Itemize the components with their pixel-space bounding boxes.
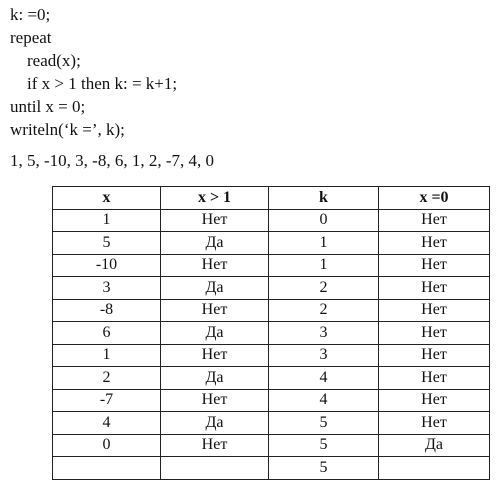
cell-x-eq-0: Нет (379, 389, 490, 412)
cell-k: 2 (269, 277, 379, 300)
code-line-repeat: repeat (10, 28, 52, 47)
table-row (53, 389, 490, 412)
header-k: k (269, 187, 379, 210)
cell-k: 3 (269, 344, 379, 367)
table-row (53, 434, 490, 457)
cell-k: 4 (269, 367, 379, 390)
table-row (53, 412, 490, 435)
cell-x: 1 (53, 344, 161, 367)
code-listing (10, 3, 177, 141)
input-sequence: 1, 5, -10, 3, -8, 6, 1, 2, -7, 4, 0 (10, 151, 214, 170)
cell-x-eq-0: Нет (379, 209, 490, 232)
cell-x: 5 (53, 232, 161, 255)
cell-x-gt-1: Нет (161, 434, 269, 457)
cell-k: 5 (269, 457, 379, 480)
cell-x-eq-0: Нет (379, 277, 490, 300)
trace-table (52, 186, 490, 480)
cell-x-gt-1: Да (161, 277, 269, 300)
cell-x (53, 457, 161, 480)
code-line-init: k: =0; (10, 5, 51, 24)
cell-x-eq-0: Нет (379, 344, 490, 367)
cell-x-eq-0: Нет (379, 254, 490, 277)
cell-x: 3 (53, 277, 161, 300)
cell-x-gt-1: Нет (161, 344, 269, 367)
cell-x-eq-0: Нет (379, 367, 490, 390)
table-row (53, 209, 490, 232)
cell-x-gt-1: Да (161, 367, 269, 390)
table-row (53, 299, 490, 322)
cell-x-eq-0: Нет (379, 299, 490, 322)
cell-x: 4 (53, 412, 161, 435)
cell-x: 1 (53, 209, 161, 232)
cell-x-gt-1: Да (161, 322, 269, 345)
cell-k: 1 (269, 254, 379, 277)
cell-x-gt-1: Нет (161, 209, 269, 232)
cell-x: -8 (53, 299, 161, 322)
table-row (53, 232, 490, 255)
cell-x-gt-1: Да (161, 412, 269, 435)
cell-x-gt-1: Да (161, 232, 269, 255)
cell-k: 0 (269, 209, 379, 232)
cell-x-gt-1: Нет (161, 389, 269, 412)
cell-x-gt-1: Нет (161, 254, 269, 277)
table-header-row (53, 187, 490, 210)
code-line-read: read(x); (27, 51, 81, 70)
table-row (53, 457, 490, 480)
cell-x-gt-1: Нет (161, 299, 269, 322)
cell-x: -7 (53, 389, 161, 412)
table-row (53, 254, 490, 277)
cell-k: 2 (269, 299, 379, 322)
cell-x-eq-0: Нет (379, 322, 490, 345)
cell-x: 6 (53, 322, 161, 345)
cell-x: 0 (53, 434, 161, 457)
cell-k: 4 (269, 389, 379, 412)
table-row (53, 367, 490, 390)
cell-x-eq-0 (379, 457, 490, 480)
code-line-if: if x > 1 then k: = k+1; (27, 74, 178, 93)
table-row (53, 277, 490, 300)
code-line-writeln: writeln(‘k =’, k); (10, 120, 125, 139)
cell-x-eq-0: Нет (379, 232, 490, 255)
cell-k: 3 (269, 322, 379, 345)
header-x-gt-1: x > 1 (161, 187, 269, 210)
code-line-until: until x = 0; (10, 97, 86, 116)
cell-x: -10 (53, 254, 161, 277)
cell-k: 1 (269, 232, 379, 255)
cell-x-gt-1 (161, 457, 269, 480)
table-row (53, 344, 490, 367)
header-x: x (53, 187, 161, 210)
table-row (53, 322, 490, 345)
cell-x-eq-0: Нет (379, 412, 490, 435)
cell-x-eq-0: Да (379, 434, 490, 457)
cell-k: 5 (269, 434, 379, 457)
cell-k: 5 (269, 412, 379, 435)
header-x-eq-0: x =0 (379, 187, 490, 210)
cell-x: 2 (53, 367, 161, 390)
